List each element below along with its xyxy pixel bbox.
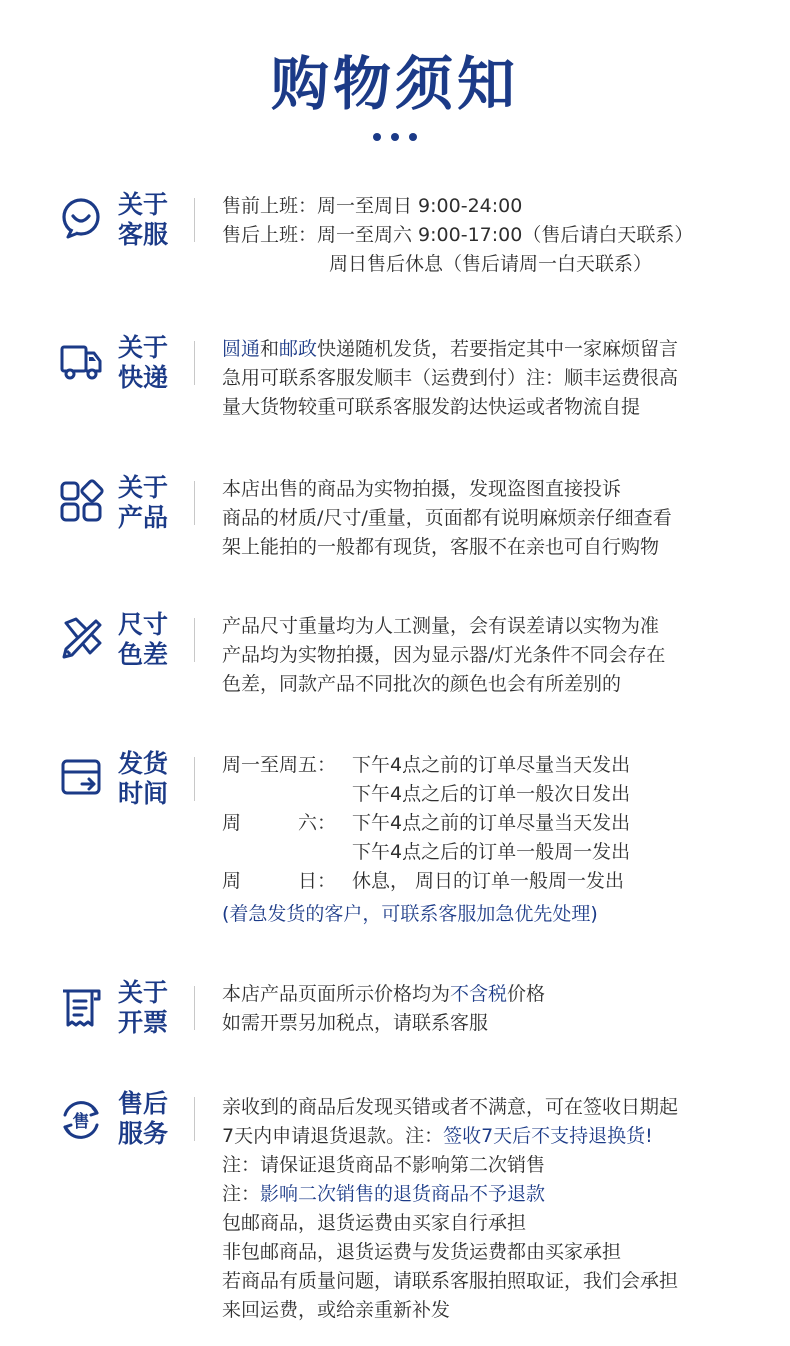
svg-text:售: 售 [72,1112,90,1132]
section-label: 发货 时间 [118,749,169,808]
divider [194,198,195,242]
schedule-row: 周 六： 下午4点之前的订单尽量当天发出 [222,812,631,834]
divider [194,757,195,801]
schedule-row: 下午4点之后的订单一般周一发出 [352,841,631,863]
smile-chat-icon [58,195,104,241]
section-body: 本店出售的商品为实物拍摄，发现盗图直接投诉 商品的材质/尺寸/重量，页面都有说明麻烦亲仔细查看 架上能拍的一般都有现货，客服不在亲也可自行购物 [222,478,672,558]
section-body [222,751,762,929]
schedule-row: 周一至周五： 下午4点之前的订单尽量当天发出 [222,754,631,776]
divider [194,341,195,385]
schedule-row: 下午4点之后的订单一般次日发出 [352,783,631,805]
section-label: 售后 服务 [118,1089,169,1148]
section-body: 售前上班：周一至周日 9:00-24:00 售后上班：周一至周六 9:00-17:00（售后请白天联系） 周日售后休息（售后请周一白天联系） [222,195,694,275]
section-label: 尺寸 色差 [118,610,169,669]
title-dots [0,126,790,145]
truck-icon [58,338,104,384]
after-sale-icon [58,1097,104,1143]
section-body: 本店产品页面所示价格均为不含税价格 如需开票另加税点，请联系客服 [222,983,546,1034]
section-label: 关于 产品 [118,473,169,532]
page-title: 购物须知 [270,50,519,118]
section-label: 关于 开票 [118,978,169,1037]
shipping-box-icon [58,754,104,800]
divider [194,986,195,1030]
ruler-pencil-icon [58,615,104,661]
section-body: 亲收到的商品后发现买错或者不满意，可在签收日期起 7天内申请退货退款。注：签收7天后不支持退换货! 注：请保证退货商品不影响第二次销售 注：影响二次销售的退货商品不予退款 包邮商品，退货运费由买家自行承担 非包邮商品，退货运费与发货运费都由买家承担 若商品有质量问题，请联系客服拍照取证，我们会承担 来回运费，或给亲重新补发 [222,1096,679,1321]
section-body: 产品尺寸重量均为人工测量，会有误差请以实物为准 产品均为实物拍摄，因为显示器/灯光条件不同会存在 色差，同款产品不同批次的颜色也会有所差别的 [222,615,666,695]
divider [194,481,195,525]
divider [194,618,195,662]
schedule-row: 周 日： 休息， 周日的订单一般周一发出 [222,870,625,892]
urgent-note: (着急发货的客户，可联系客服加急优先处理) [222,903,598,925]
section-body: 圆通和邮政快递随机发货，若要指定其中一家麻烦留言 急用可联系客服发顺丰（运费到付）注：顺丰运费很高 量大货物较重可联系客服发韵达快运或者物流自提 [222,338,679,418]
divider [194,1097,195,1141]
section-label: 关于 客服 [118,190,169,249]
grid-products-icon [58,478,104,524]
invoice-icon [58,983,104,1029]
section-label: 关于 快递 [118,333,169,392]
